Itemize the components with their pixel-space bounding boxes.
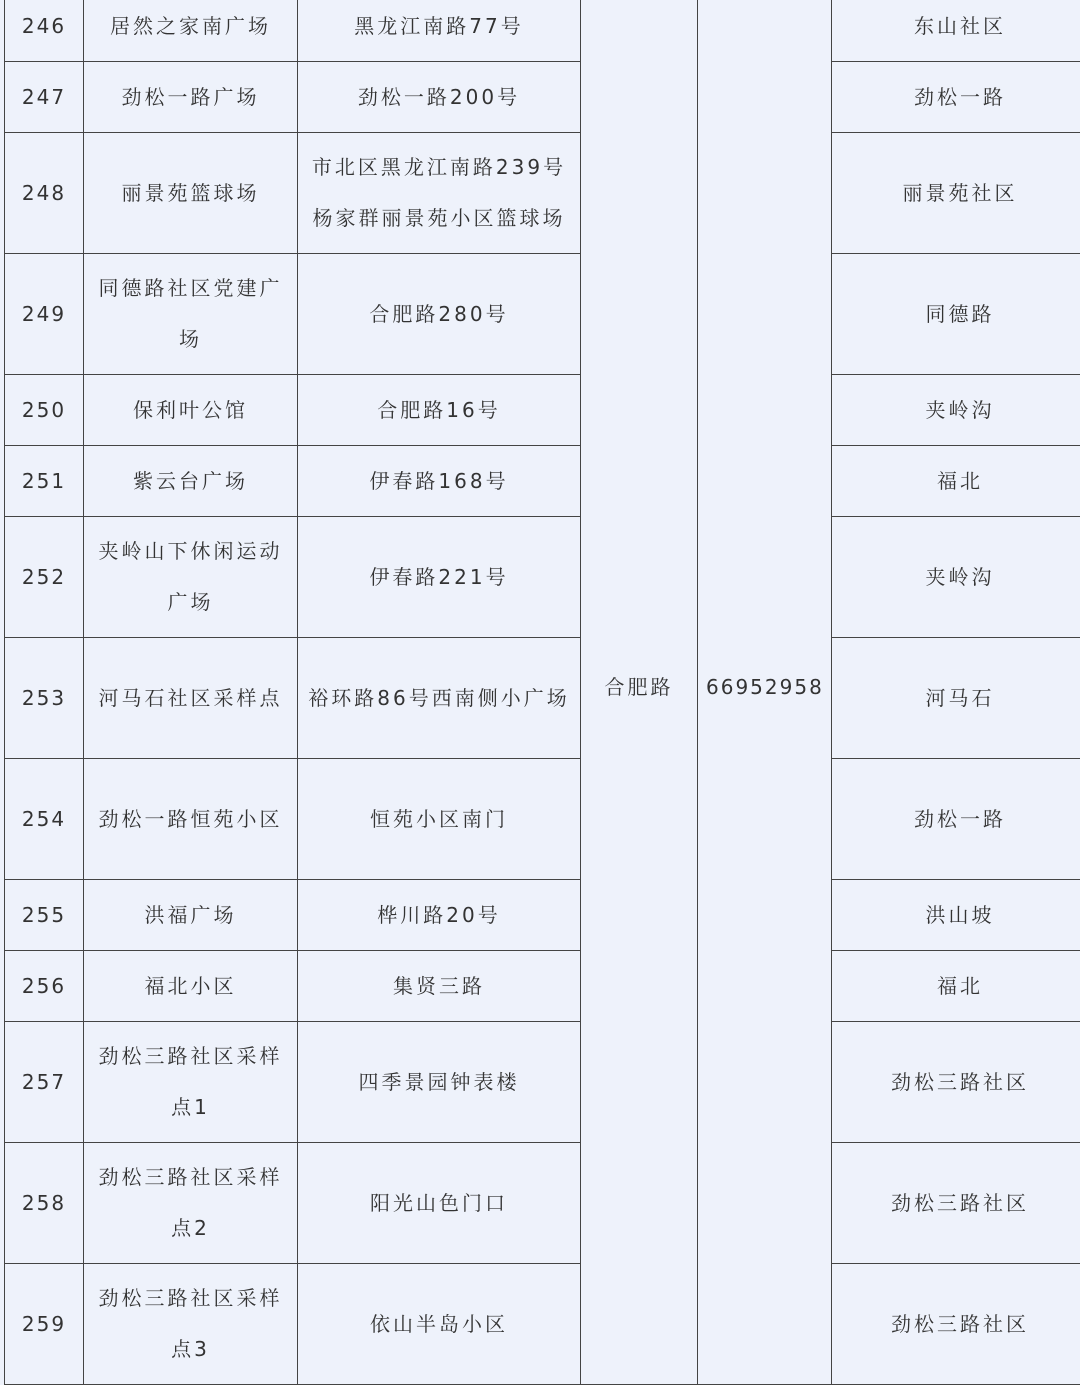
community-name: 劲松三路社区	[832, 1143, 1080, 1264]
row-number: 249	[5, 254, 84, 375]
table-row	[5, 62, 1080, 133]
row-number: 248	[5, 133, 84, 254]
row-number: 253	[5, 638, 84, 759]
site-name: 丽景苑篮球场	[84, 133, 298, 254]
site-address: 伊春路221号	[298, 517, 581, 638]
site-address: 劲松一路200号	[298, 62, 581, 133]
table-row	[5, 951, 1080, 1022]
community-name: 丽景苑社区	[832, 133, 1080, 254]
row-number: 255	[5, 880, 84, 951]
district-cell: 合肥路	[581, 0, 698, 1385]
community-name: 夹岭沟	[832, 375, 1080, 446]
table-row	[5, 446, 1080, 517]
site-name: 劲松三路社区采样点1	[84, 1022, 298, 1143]
site-name: 夹岭山下休闲运动广场	[84, 517, 298, 638]
community-name: 福北	[832, 951, 1080, 1022]
site-name: 居然之家南广场	[84, 0, 298, 62]
table-body	[5, 0, 1080, 1385]
community-name: 同德路	[832, 254, 1080, 375]
community-name: 东山社区	[832, 0, 1080, 62]
row-number: 246	[5, 0, 84, 62]
row-number: 247	[5, 62, 84, 133]
row-number: 258	[5, 1143, 84, 1264]
site-address: 黑龙江南路77号	[298, 0, 581, 62]
site-address: 阳光山色门口	[298, 1143, 581, 1264]
table-row	[5, 759, 1080, 880]
site-address: 四季景园钟表楼	[298, 1022, 581, 1143]
table-row	[5, 1264, 1080, 1385]
community-name: 劲松一路	[832, 759, 1080, 880]
table-row	[5, 517, 1080, 638]
site-address: 裕环路86号西南侧小广场	[298, 638, 581, 759]
table-row	[5, 133, 1080, 254]
table-row	[5, 880, 1080, 951]
site-address: 桦川路20号	[298, 880, 581, 951]
site-name: 福北小区	[84, 951, 298, 1022]
sampling-sites-table	[4, 0, 1080, 1385]
community-name: 劲松三路社区	[832, 1264, 1080, 1385]
table-row	[5, 1143, 1080, 1264]
row-number: 257	[5, 1022, 84, 1143]
community-name: 河马石	[832, 638, 1080, 759]
community-name: 洪山坡	[832, 880, 1080, 951]
site-name: 洪福广场	[84, 880, 298, 951]
community-name: 夹岭沟	[832, 517, 1080, 638]
site-name: 劲松一路广场	[84, 62, 298, 133]
table-row	[5, 1022, 1080, 1143]
site-address: 合肥路280号	[298, 254, 581, 375]
table-row	[5, 0, 1080, 62]
site-address: 市北区黑龙江南路239号杨家群丽景苑小区篮球场	[298, 133, 581, 254]
site-address: 依山半岛小区	[298, 1264, 581, 1385]
site-name: 劲松三路社区采样点2	[84, 1143, 298, 1264]
row-number: 256	[5, 951, 84, 1022]
community-name: 劲松一路	[832, 62, 1080, 133]
row-number: 254	[5, 759, 84, 880]
phone-cell: 66952958	[698, 0, 832, 1385]
row-number: 251	[5, 446, 84, 517]
site-name: 劲松三路社区采样点3	[84, 1264, 298, 1385]
site-name: 同德路社区党建广场	[84, 254, 298, 375]
table-row	[5, 375, 1080, 446]
table-row	[5, 638, 1080, 759]
site-name: 劲松一路恒苑小区	[84, 759, 298, 880]
site-name: 紫云台广场	[84, 446, 298, 517]
community-name: 福北	[832, 446, 1080, 517]
site-address: 恒苑小区南门	[298, 759, 581, 880]
site-address: 集贤三路	[298, 951, 581, 1022]
community-name: 劲松三路社区	[832, 1022, 1080, 1143]
row-number: 250	[5, 375, 84, 446]
site-address: 合肥路16号	[298, 375, 581, 446]
site-name: 河马石社区采样点	[84, 638, 298, 759]
site-name: 保利叶公馆	[84, 375, 298, 446]
site-address: 伊春路168号	[298, 446, 581, 517]
table-row	[5, 254, 1080, 375]
row-number: 252	[5, 517, 84, 638]
row-number: 259	[5, 1264, 84, 1385]
